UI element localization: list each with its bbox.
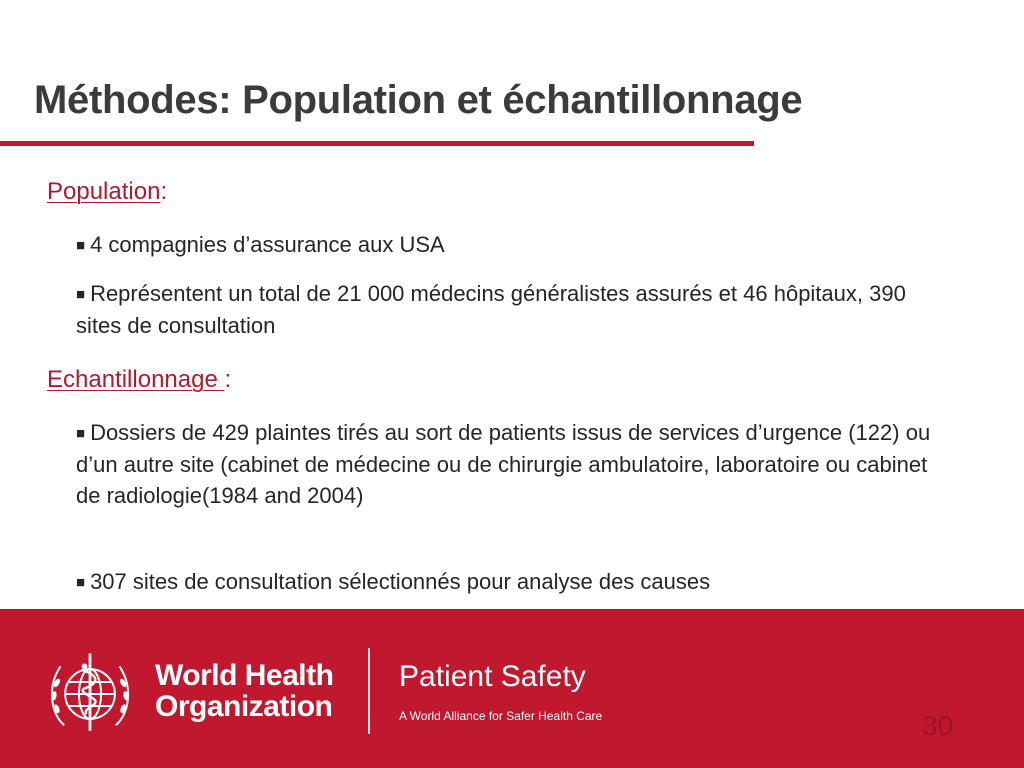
section-heading-colon: : [160,178,168,205]
who-emblem-icon [44,648,136,740]
section-heading-label: Population [47,178,161,205]
bullet-item [76,229,956,261]
bullet-item [76,417,956,511]
program-title: Patient Safety [399,660,586,693]
bullet-item [76,278,956,341]
section-heading-colon: : [224,366,232,393]
bullet-marker-icon: ■ [76,286,86,303]
slide-title: Méthodes: Population et échantillonnage [34,78,803,122]
bullet-marker-icon: ■ [76,574,86,591]
section-heading-label: Echantillonnage [47,366,225,393]
who-name-line2: Organization [155,690,333,723]
program-subtitle: A World Alliance for Safer Health Care [399,709,603,723]
title-underline [0,141,754,146]
bullet-text: Représentent un total de 21 000 médecins généralistes assurés et 46 hôpitaux, 390 sites de consultation [76,281,906,338]
bullet-item [76,566,956,598]
bullet-text: 307 sites de consultation sélectionnés pour analyse des causes [90,569,711,594]
section-heading-population [47,178,167,206]
bullet-text: Dossiers de 429 plaintes tirés au sort de patients issus de services d’urgence (122) ou d’un autre site (cabinet de médecine ou de chirurgie ambulatoire, laboratoire ou cabinet de radiologie(1984 and 2004) [76,420,931,508]
who-name-line1: World Health [155,659,334,692]
page-number: 30 [922,710,954,741]
footer-divider [368,648,370,734]
bullet-marker-icon: ■ [76,425,86,442]
who-logotype [155,660,333,722]
bullet-text: 4 compagnies d’assurance aux USA [90,232,445,257]
section-heading-echantillonnage [47,366,231,394]
bullet-marker-icon: ■ [76,237,86,254]
